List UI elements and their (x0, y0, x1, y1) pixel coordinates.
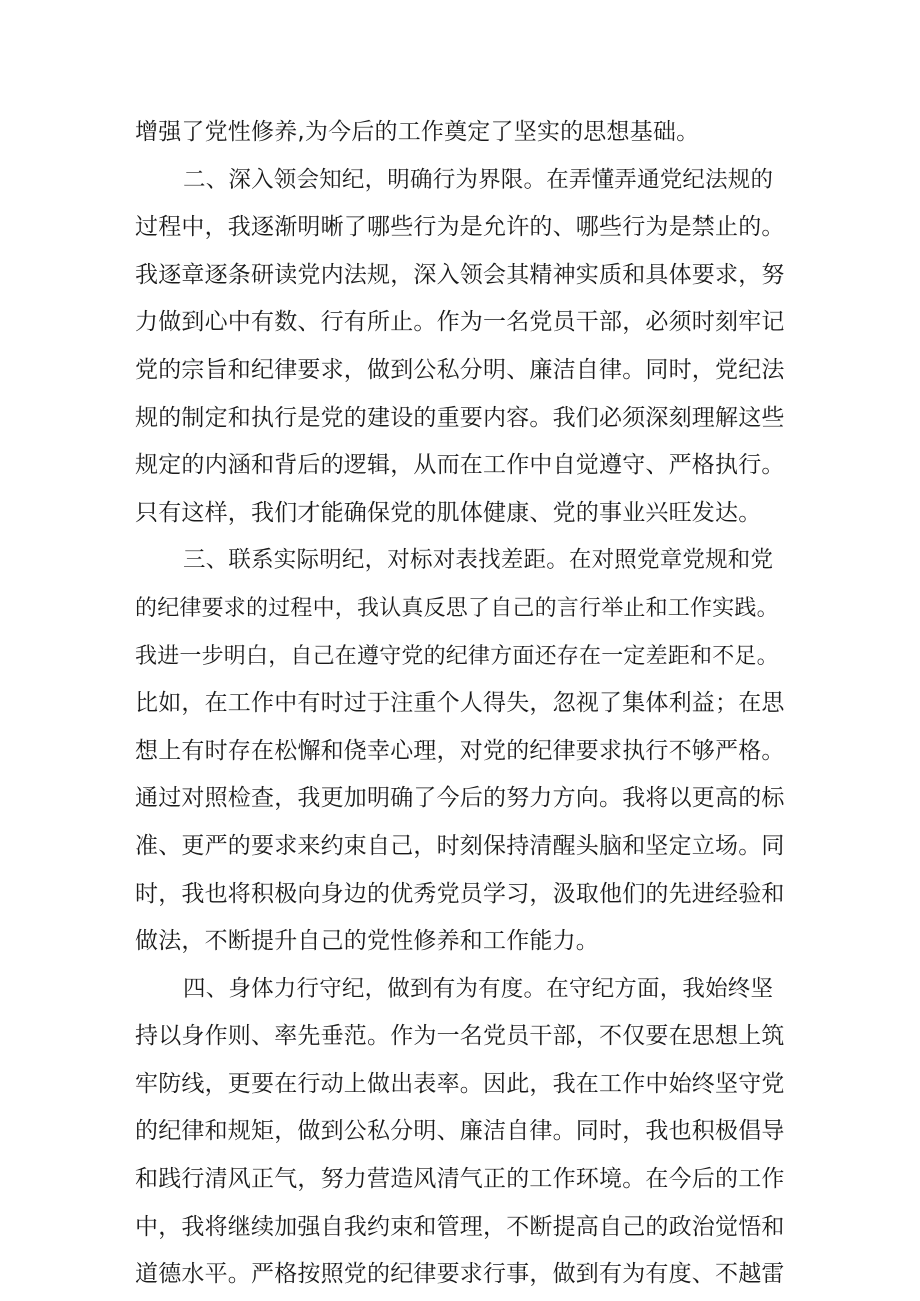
text-line: 通过对照检查，我更加明确了今后的努力方向。我将以更高的标 (135, 785, 785, 812)
text-line: 准、更严的要求来约束自己，时刻保持清醒头脑和坚定立场。同 (135, 832, 785, 859)
text-line: 和践行清风正气，努力营造风清气正的工作环境。在今后的工作 (135, 1166, 785, 1193)
paragraph-heading-line: 二、深入领会知纪，明确行为界限。在弄懂弄通党纪法规的 (183, 166, 774, 193)
paragraph-heading-line: 四、身体力行守纪，做到有为有度。在守纪方面，我始终坚 (183, 975, 774, 1002)
document-body (135, 109, 785, 1299)
text-line: 比如，在工作中有时过于注重个人得失，忽视了集体利益；在思 (135, 690, 785, 717)
text-line: 增强了党性修养,为今后的工作奠定了坚实的思想基础。 (135, 119, 700, 145)
text-line: 道德水平。严格按照党的纪律要求行事，做到有为有度、不越雷 (135, 1261, 785, 1288)
text-line: 牢防线，更要在行动上做出表率。因此，我在工作中始终坚守党 (135, 1070, 785, 1097)
paragraph-heading-line: 三、联系实际明纪，对标对表找差距。在对照党章党规和党 (183, 547, 774, 574)
text-line: 时，我也将积极向身边的优秀党员学习，汲取他们的先进经验和 (135, 880, 785, 907)
text-line: 规的制定和执行是党的建设的重要内容。我们必须深刻理解这些 (135, 404, 785, 431)
text-line: 想上有时存在松懈和侥幸心理，对党的纪律要求执行不够严格。 (135, 737, 785, 764)
text-line: 只有这样，我们才能确保党的肌体健康、党的事业兴旺发达。 (135, 499, 762, 526)
text-line: 规定的内涵和背后的逻辑，从而在工作中自觉遵守、严格执行。 (135, 452, 785, 479)
text-line: 的纪律要求的过程中，我认真反思了自己的言行举止和工作实践。 (135, 595, 779, 621)
text-line: 持以身作则、率先垂范。作为一名党员干部，不仅要在思想上筑 (135, 1023, 785, 1050)
text-line: 过程中，我逐渐明晰了哪些行为是允许的、哪些行为是禁止的。 (135, 214, 785, 241)
text-line: 力做到心中有数、行有所止。作为一名党员干部，必须时刻牢记 (135, 309, 785, 336)
text-line: 做法，不断提升自己的党性修养和工作能力。 (135, 928, 599, 955)
text-line: 我逐章逐条研读党内法规，深入领会其精神实质和具体要求，努 (135, 261, 785, 288)
text-line: 我进一步明白，自己在遵守党的纪律方面还存在一定差距和不足。 (135, 643, 779, 669)
text-line: 中，我将继续加强自我约束和管理，不断提高自己的政治觉悟和 (135, 1213, 785, 1240)
text-line: 的纪律和规矩，做到公私分明、廉洁自律。同时，我也积极倡导 (135, 1118, 785, 1145)
text-line: 党的宗旨和纪律要求，做到公私分明、廉洁自律。同时，党纪法 (135, 356, 785, 383)
